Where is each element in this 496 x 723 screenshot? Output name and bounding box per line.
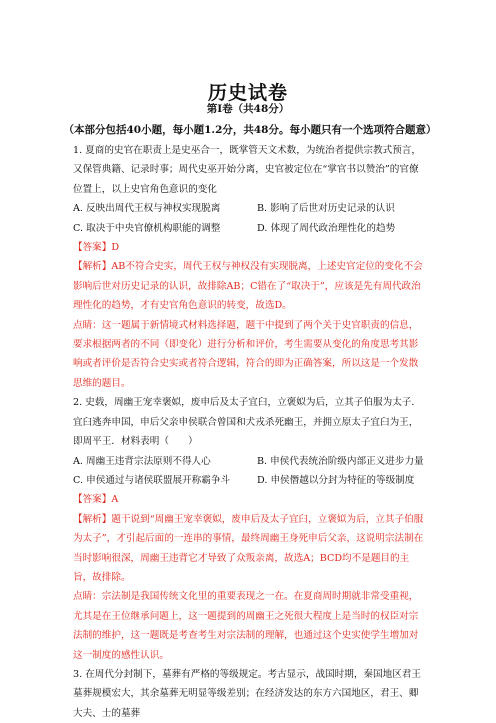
section-instructions: （本部分包括40小题，每小题1.2分，共48分。每小题只有一个选项符合题意） (63, 124, 437, 136)
analysis-text: 【解析】AB不符合史实，周代王权与神权没有实现脱离，上述史官定位的变化不会影响后世对历史记录的认识，故排除AB；C错在了“取决于”，应该是先有周代政治理性化的趋势，才有史官角色意识的转变，故选D。 (73, 261, 423, 312)
question-list (73, 141, 425, 723)
question-stem: 3. 在周代分封制下，墓葬有严格的等级规定。考古显示，战国时期，秦国地区君王墓葬规模宏大，其余墓葬无明显等级差别；在经济发达的东方六国地区，君王、卿大夫、士的墓葬 (73, 668, 421, 719)
option-a: A. 周幽王违背宗法原则不得人心 (73, 455, 211, 467)
option-d: D. 申侯僭越以分封为特征的等级制度 (257, 474, 415, 486)
option-row (73, 219, 425, 238)
question-stem: 1. 夏商的史官在职责上是史巫合一，既掌管天文术数，为统治者提供宗教式预言，又保管典籍、记录时事；周代史巫开始分离，史官被定位在“掌官书以赞治”的官僚位置上，以上史官角色意识的变化 (73, 145, 421, 195)
option-c: C. 申侯通过与诸侯联盟展开称霸争斗 (73, 474, 231, 486)
answer-label: 【答案】D (73, 242, 120, 254)
option-c: C. 取决于中央官僚机构职能的调整 (73, 222, 221, 234)
option-d: D. 体现了周代政治理性化的趋势 (257, 222, 396, 234)
section-title: 第I卷（共48分） (206, 103, 290, 115)
answer-label: 【答案】A (73, 494, 119, 506)
question-stem: 2. 史载，周幽王宠幸褒姒，废申后及太子宜臼，立褒姒为后，立其子伯服为太子．宜臼逃奔申国，申后父亲申侯联合曾国和犬戎杀死幽王，并拥立原太子宜臼为王，即周平王．材料表明（ ） (73, 397, 421, 448)
document-title: 历史试卷 (207, 82, 288, 104)
option-row (73, 471, 425, 490)
option-b: B. 影响了后世对历史记录的认识 (257, 203, 395, 215)
analysis-text: 【解析】题干说到“周幽王宠幸褒姒，废申后及太子宜臼，立褒姒为后，立其子伯服为太子”，才引起后面的一连串的事情，最终周幽王身死申后父亲，这说明宗法制在当时影响很深，周幽王违背它才导致了众叛亲离，故选A；BCD均不是题目的主旨，故排除。 (73, 513, 424, 583)
note-text: 点睛：这一题属于新情境式材料选择题，题干中提到了两个关于史官职责的信息，要求根据两者的不同（即变化）进行分析和评价，考生需要从变化的角度思考其影响或者评价是否符合史实或者符合逻辑，符合的即为正确答案，所以这是一个发散思维的题目。 (73, 319, 419, 389)
option-row (73, 199, 425, 218)
option-b: B. 申侯代表统治阶级内部正义进步力量 (257, 455, 424, 467)
option-a: A. 反映出周代王权与神权实现脱离 (73, 203, 221, 215)
note-text: 点睛：宗法制是我国传统文化里的重要表现之一在。在夏商周时期就非常受重视，尤其是在王位继承问题上，这一题提到的周幽王之死很大程度上是当时的权臣对宗法制的维护，这一题既是考查考生对宗法制的理解，也通过这个史实使学生增加对这一制度的感性认识。 (73, 591, 419, 661)
option-row (73, 452, 425, 471)
